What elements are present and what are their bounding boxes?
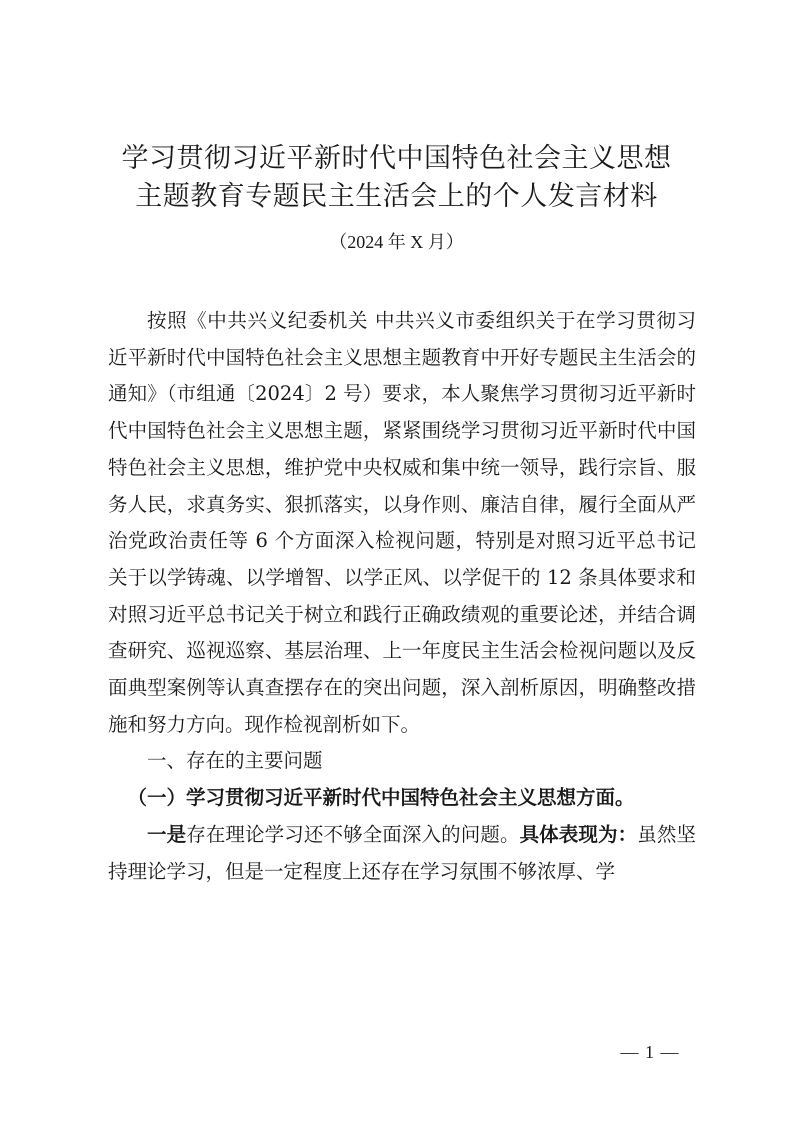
- point-lead: 一是: [147, 822, 187, 846]
- point-detail-text: 虽然坚持理论学习，但是一定程度上还存在学习氛围不够浓厚、学: [108, 822, 696, 883]
- point-detail-label: 具体表现为：: [519, 822, 638, 846]
- point-text: 存在理论学习还不够全面深入的问题。: [186, 822, 520, 846]
- document-title-line1: 学习贯彻习近平新时代中国特色社会主义思想: [121, 143, 672, 174]
- page-number: — 1 —: [620, 1042, 680, 1062]
- document-body: [108, 303, 696, 890]
- section-heading-main-problems: 一、存在的主要问题: [147, 749, 323, 773]
- point-paragraph: [108, 817, 696, 890]
- document-date: （2024 年 X 月）: [329, 232, 464, 252]
- subsection-heading-study: （一）学习贯彻习近平新时代中国特色社会主义思想方面。: [127, 786, 635, 810]
- intro-paragraph: 按照《中共兴义纪委机关 中共兴义市委组织关于在学习贯彻习近平新时代中国特色社会主义思想主题教育中开好专题民主生活会的通知》（市组通〔2024〕2 号）要求，本人聚焦学习贯彻习近平新时代中国特色社会主义思想主题，紧紧围绕学习贯彻习近平新时代中国特色社会主义思想，维护党中央权威和集中统一领导，践行宗旨、服务人民，求真务实、狠抓落实，以身作则、廉洁自律，履行全面从严治党政治责任等 6 个方面深入检视问题，特别是对照习近平总书记关于以学铸魂、以学增智、以学正风、以学促干的 12 条具体要求和对照习近平总书记关于树立和践行正确政绩观的重要论述，并结合调查研究、巡视巡察、基层治理、上一年度民主生活会检视问题以及反面典型案例等认真查摆存在的突出问题，深入剖析原因，明确整改措施和努力方向。现作检视剖析如下。: [108, 309, 696, 736]
- document-title-line2: 主题教育专题民主生活会上的个人发言材料: [135, 181, 658, 212]
